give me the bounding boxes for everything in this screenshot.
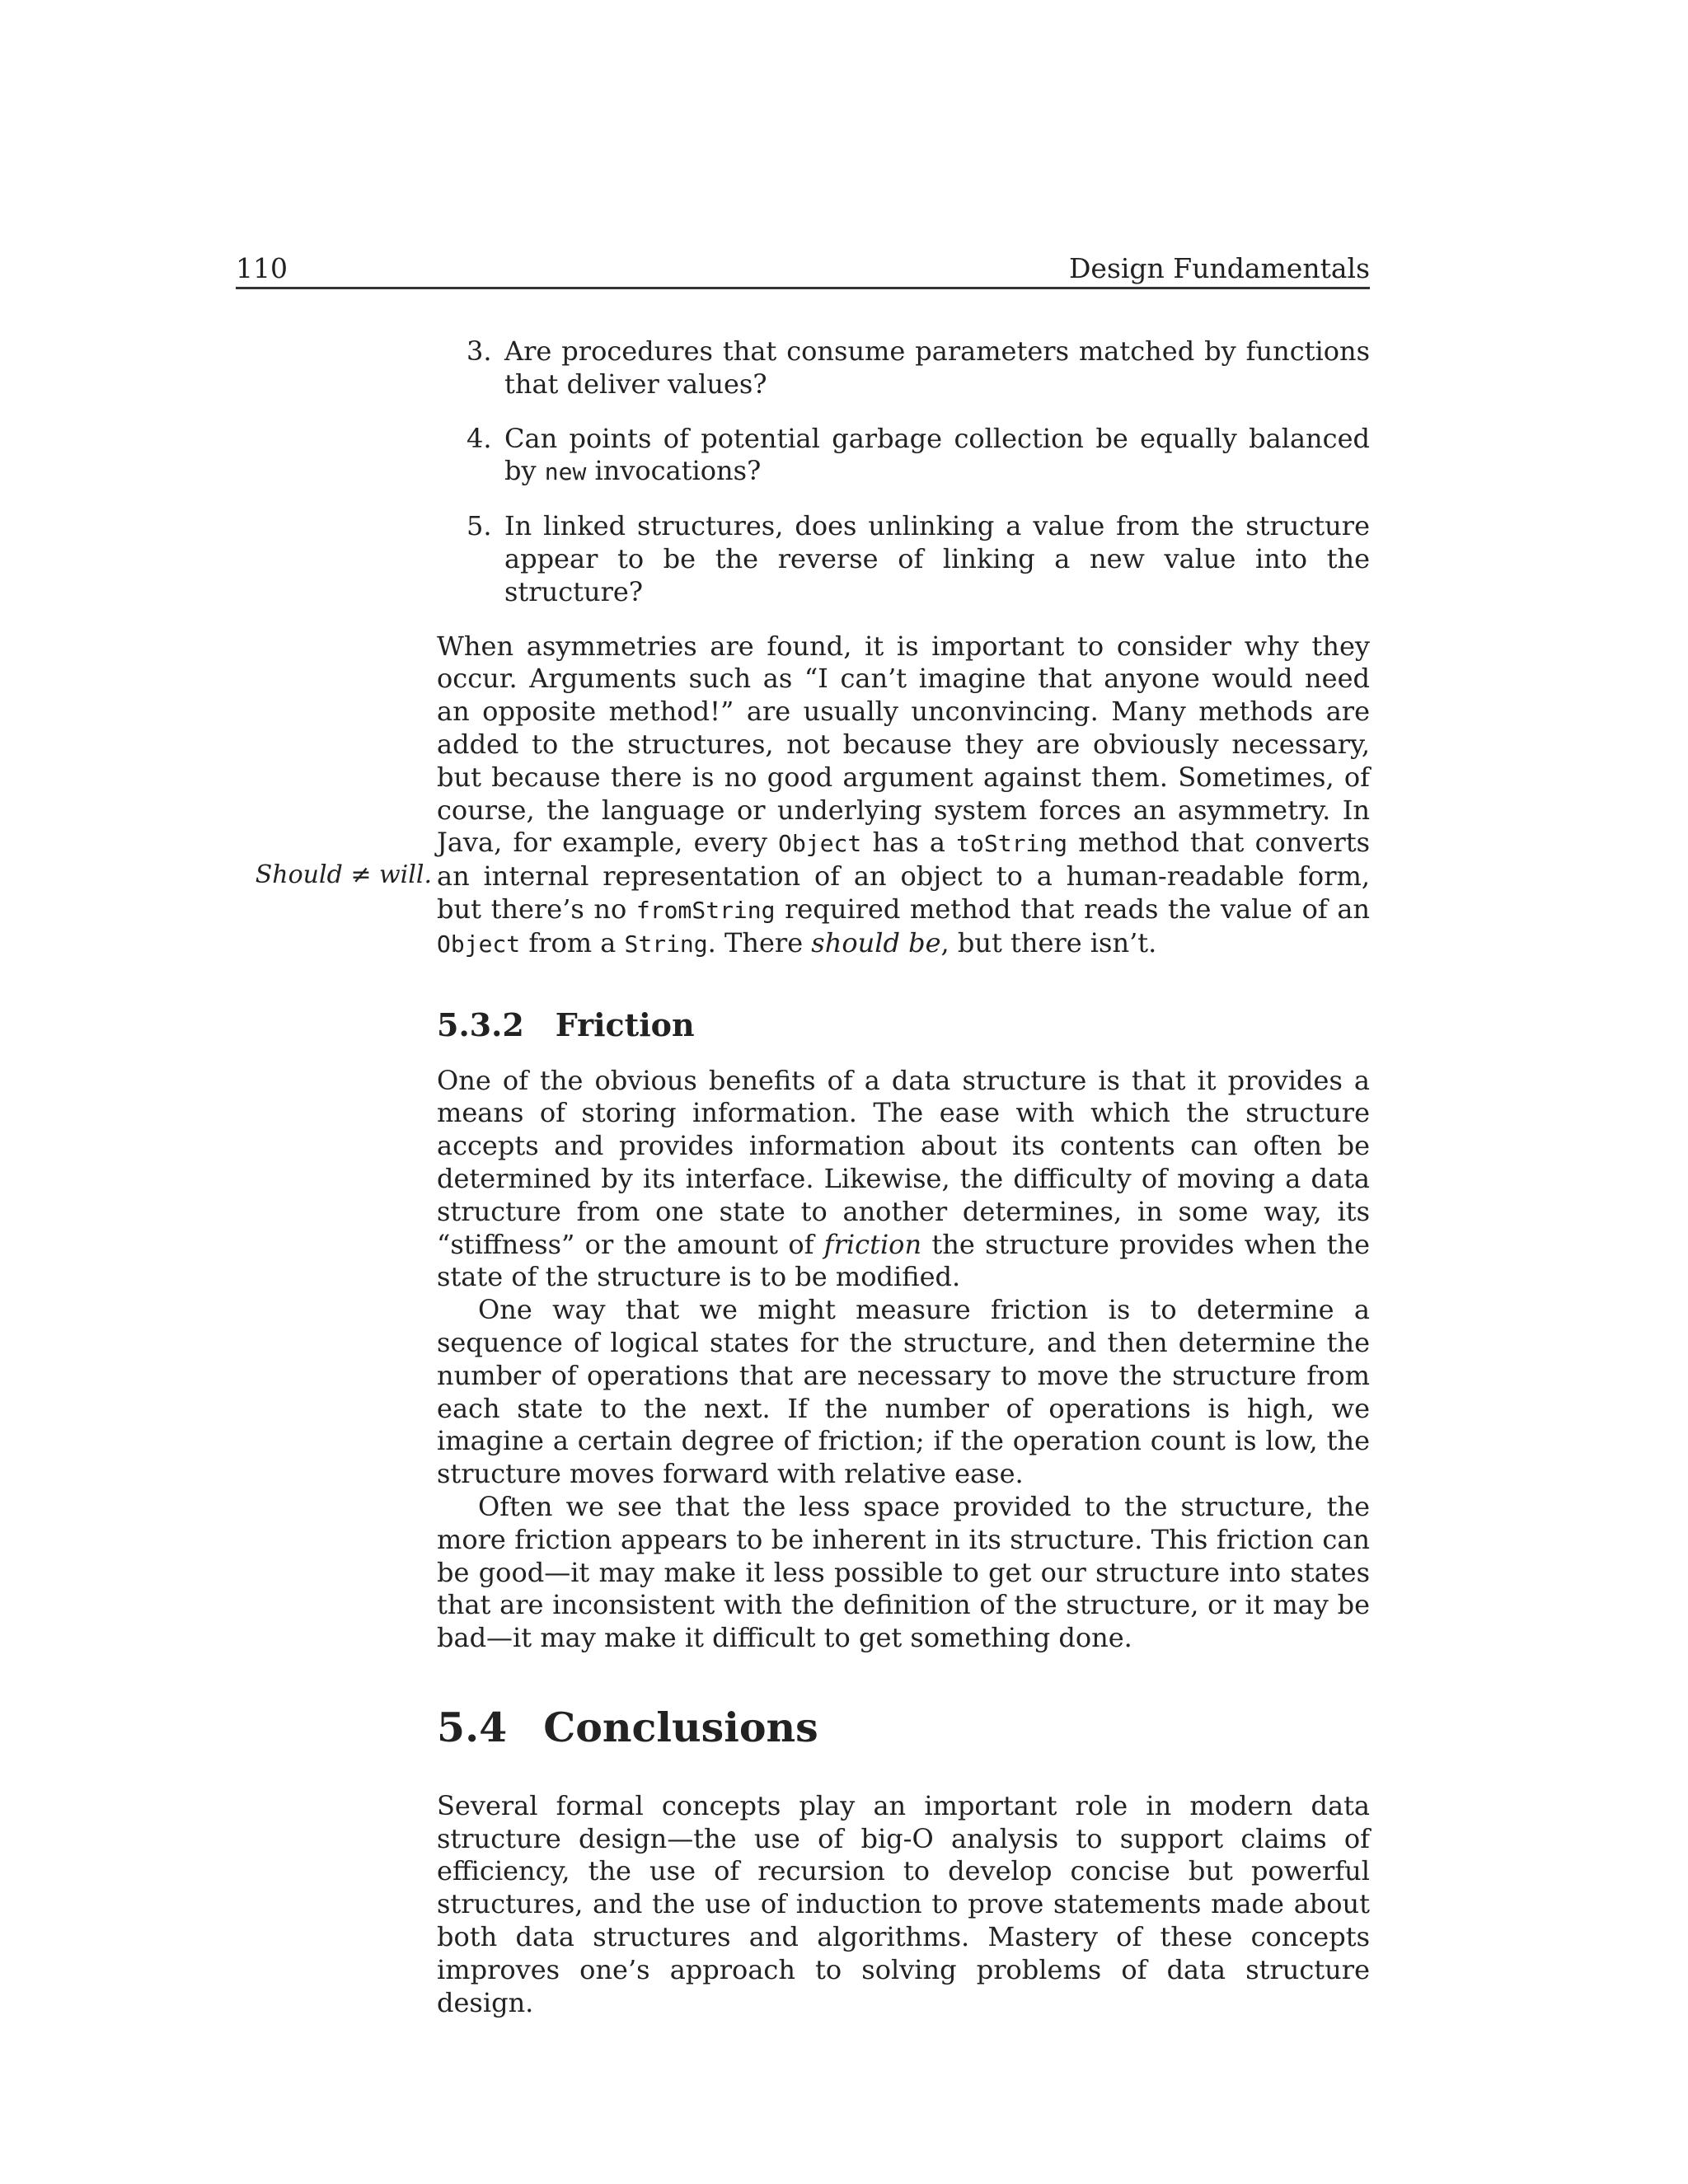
paragraph-text: method that converts an internal representation of an object to a human-readable form, but there’s no <box>437 827 1371 925</box>
inline-code: String <box>624 930 708 958</box>
friction-paragraph-1 <box>437 1065 1370 1295</box>
inline-code: fromString <box>635 896 776 924</box>
paragraph-text: the structure provides when the state of the structure is to be modified. <box>437 1228 1371 1293</box>
running-title: Design Fundamentals <box>1068 252 1370 284</box>
paragraph-text: , but there isn’t. <box>940 926 1157 958</box>
list-item-text: In linked structures, does unlinking a value from the structure appear to be the reverse of linking a new value into the structure? <box>504 510 1370 607</box>
list-item <box>437 510 1370 608</box>
section-heading <box>437 1703 1370 1752</box>
numbered-list <box>437 335 1370 609</box>
list-item-number: 3. <box>467 335 492 367</box>
header-rule <box>236 287 1370 289</box>
asymmetry-paragraph <box>437 630 1370 961</box>
inline-code: toString <box>956 830 1068 858</box>
list-item <box>437 335 1370 401</box>
friction-paragraph-2: One way that we might measure friction is to determine a sequence of logical states for the structure, and then determine the number of operations that are necessary to move the structure from each state to the next. If the number of operations is high, we imagine a certain degree of friction; if the operation count is low, the structure moves forward with relative ease. <box>437 1294 1370 1490</box>
conclusions-paragraph: Several formal concepts play an important role in modern data structure design—the use of big-O analysis to support claims of efficiency, the use of recursion to develop concise but powerful structures, and the use of induction to prove statements made about both data structures and algorithms. Mastery of these concepts improves one’s approach to solving problems of data structure design. <box>437 1789 1370 2018</box>
paragraph-text: has a <box>861 827 957 859</box>
paragraph-text: from a <box>520 926 625 958</box>
paragraph-text: When asymmetries are found, it is important to consider why they occur. Arguments such as “I can’t imagine that anyone would need an opposite method!” are usually unconvincing. Many methods are added to the structures, not because they are obviously necessary, but because there is no good argument against them. Sometimes, of course, the language or underlying system forces an asymmetry. In Java, for example, every <box>437 630 1370 859</box>
emphasis-text: friction <box>823 1228 922 1260</box>
subsection-number: 5.3.2 <box>437 1005 524 1043</box>
list-item-number: 4. <box>467 422 492 454</box>
section-title: Conclusions <box>543 1703 818 1751</box>
section-number: 5.4 <box>437 1703 508 1751</box>
list-item-text: Are procedures that consume parameters matched by functions that deliver values? <box>504 335 1370 400</box>
paragraph-text: One of the obvious benefits of a data structure is that it provides a means of storing information. The ease with which the structure accepts and provides information about its contents can often be determined by its interface. Likewise, the difficulty of moving a data structure from one state to another determines, in some way, its “stiffness” or the amount of <box>437 1064 1370 1260</box>
list-item-number: 5. <box>467 510 492 542</box>
page-number: 110 <box>236 252 288 284</box>
paragraph-text: . There <box>707 926 812 958</box>
list-item <box>437 423 1370 490</box>
paragraph-text: required method that reads the value of an <box>775 893 1371 925</box>
inline-code: Object <box>437 930 521 958</box>
list-item-text: Can points of potential garbage collection be equally balanced by <box>504 422 1370 487</box>
subsection-title: Friction <box>555 1005 695 1043</box>
inline-code: Object <box>778 830 862 858</box>
page-body <box>437 335 1370 2019</box>
inline-code: new <box>544 458 587 486</box>
margin-note: Should ≠ will. <box>255 860 432 889</box>
list-item-text: invocations? <box>586 455 762 487</box>
subsection-heading <box>437 1005 1370 1045</box>
friction-paragraph-3: Often we see that the less space provided to the structure, the more friction appears to be inherent in its structure. This friction can be good—it may make it less possible to get our structure into states that are inconsistent with the definition of the structure, or it may be bad—it may make it difficult to get something done. <box>437 1490 1370 1654</box>
emphasis-text: should be <box>811 926 941 958</box>
